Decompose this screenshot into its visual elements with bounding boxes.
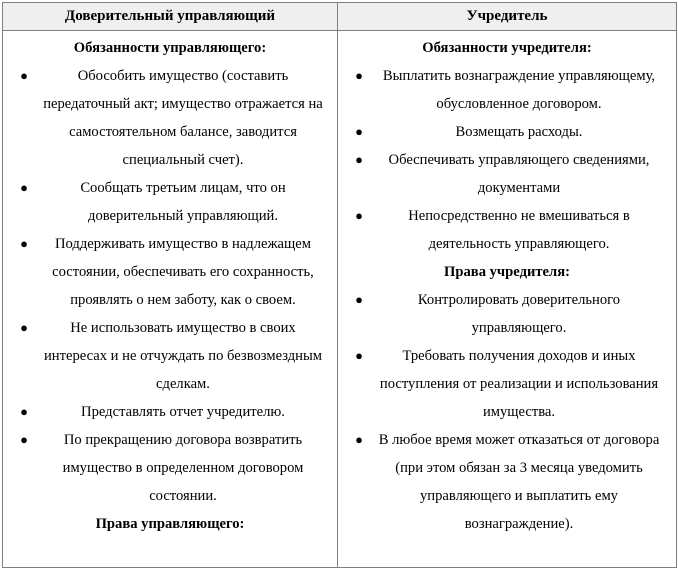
list-item [344, 202, 670, 258]
list-item-text: В любое время может отказаться от договора (при этом обязан за 3 месяца уведомить управляющего и выплатить ему вознаграждение). [378, 432, 660, 532]
list-item-text: Представлять отчет учредителю. [81, 404, 285, 420]
list-item [9, 426, 331, 510]
list-item [9, 230, 331, 314]
founder-duties-title: Обязанности учредителя: [422, 40, 592, 56]
trustee-duties-list [9, 62, 331, 510]
founder-duties-list [344, 62, 670, 258]
list-item-text: Сообщать третьим лицам, что он доверительный управляющий. [80, 180, 286, 224]
list-item-text: Непосредственно не вмешиваться в деятельность управляющего. [408, 208, 630, 252]
trustee-rights-title: Права управляющего: [95, 516, 245, 532]
list-item [9, 174, 331, 230]
list-item-text: Обеспечивать управляющего сведениями, документами [388, 152, 650, 196]
list-item-text: Поддерживать имущество в надлежащем состоянии, обеспечивать его сохранность, проявлять о нем заботу, как о своем. [52, 236, 314, 308]
bullet-icon: ● [20, 404, 28, 419]
bullet-icon: ● [355, 124, 363, 139]
list-item-text: Контролировать доверительного управляющего. [417, 292, 621, 336]
bullet-icon: ● [355, 292, 363, 307]
trustee-duties-title: Обязанности управляющего: [73, 40, 267, 56]
list-item [344, 62, 670, 118]
list-item-text: Не использовать имущество в своих интересах и не отчуждать по безвозмездным сделкам. [43, 320, 323, 392]
list-item [9, 62, 331, 174]
list-item-text: По прекращению договора возвратить имущество в определенном договором состоянии. [62, 432, 304, 504]
list-item [344, 342, 670, 426]
list-item [344, 426, 670, 538]
trustee-cell [3, 31, 338, 568]
header-founder: Учредитель [338, 3, 677, 31]
list-item-text: Требовать получения доходов и иных поступления от реализации и использования имущества. [379, 348, 659, 420]
header-row [3, 3, 677, 31]
header-trustee: Доверительный управляющий [3, 3, 338, 31]
bullet-icon: ● [355, 208, 363, 223]
list-item [344, 286, 670, 342]
bullet-icon: ● [20, 236, 28, 251]
content-row [3, 31, 677, 568]
list-item [9, 398, 331, 426]
bullet-icon: ● [355, 348, 363, 363]
founder-rights-title: Права учредителя: [444, 264, 570, 280]
list-item [344, 118, 670, 146]
list-item-text: Выплатить вознаграждение управляющему, обусловленное договором. [382, 68, 656, 112]
comparison-table [2, 2, 677, 568]
bullet-icon: ● [20, 320, 28, 335]
list-item-text: Обособить имущество (составить передаточный акт; имущество отражается на самостоятельном балансе, заводится специальный счет). [43, 68, 323, 168]
list-item-text: Возмещать расходы. [455, 124, 583, 140]
bullet-icon: ● [355, 432, 363, 447]
founder-cell [338, 31, 677, 568]
list-item [9, 314, 331, 398]
founder-rights-list [344, 286, 670, 538]
bullet-icon: ● [20, 68, 28, 83]
list-item [344, 146, 670, 202]
bullet-icon: ● [355, 152, 363, 167]
bullet-icon: ● [355, 68, 363, 83]
bullet-icon: ● [20, 432, 28, 447]
bullet-icon: ● [20, 180, 28, 195]
